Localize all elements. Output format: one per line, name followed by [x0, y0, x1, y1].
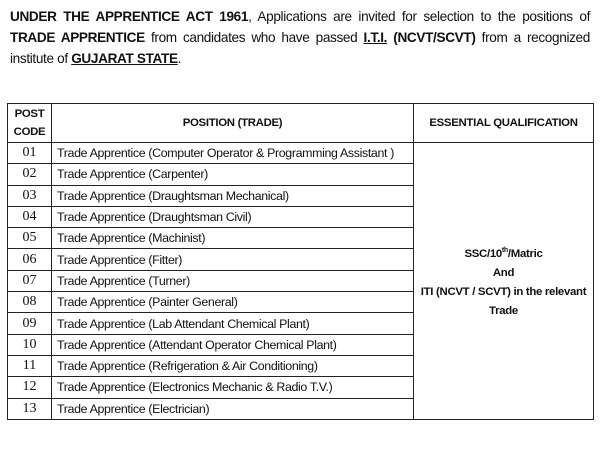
- position-trade: Trade Apprentice (Carpenter): [52, 164, 414, 185]
- iti-text: I.T.I.: [363, 30, 388, 45]
- position-trade: Trade Apprentice (Painter General): [52, 292, 414, 313]
- post-code: 03: [8, 185, 52, 206]
- position-trade: Trade Apprentice (Fitter): [52, 249, 414, 270]
- position-trade: Trade Apprentice (Lab Attendant Chemical Plant): [52, 313, 414, 334]
- post-code: 04: [8, 206, 52, 227]
- position-trade: Trade Apprentice (Computer Operator & Programming Assistant ): [52, 143, 414, 164]
- post-code: 11: [8, 355, 52, 376]
- positions-table: [7, 103, 594, 420]
- post-code: 10: [8, 334, 52, 355]
- position-trade: Trade Apprentice (Refrigeration & Air Conditioning): [52, 355, 414, 376]
- header-position: POSITION (TRADE): [52, 104, 414, 143]
- state-name: GUJARAT STATE: [71, 51, 178, 66]
- position-name: TRADE APPRENTICE: [10, 30, 145, 45]
- post-code: 05: [8, 228, 52, 249]
- position-trade: Trade Apprentice (Turner): [52, 270, 414, 291]
- position-trade: Trade Apprentice (Electronics Mechanic & Radio T.V.): [52, 377, 414, 398]
- post-code: 13: [8, 398, 52, 419]
- essential-qualification: SSC/10th/Matric And ITI (NCVT / SCVT) in the relevant Trade: [414, 143, 594, 420]
- header-qualification: ESSENTIAL QUALIFICATION: [414, 104, 594, 143]
- position-trade: Trade Apprentice (Machinist): [52, 228, 414, 249]
- header-post-code: POST CODE: [8, 104, 52, 143]
- position-trade: Trade Apprentice (Attendant Operator Chemical Plant): [52, 334, 414, 355]
- post-code: 07: [8, 270, 52, 291]
- position-trade: Trade Apprentice (Electrician): [52, 398, 414, 419]
- intro-paragraph: UNDER THE APPRENTICE ACT 1961, Applications are invited for selection to the positions of TRADE APPRENTICE from candidates who have passed I.T.I. (NCVT/SCVT) from a recognized institute of GUJARAT STATE.: [10, 9, 590, 66]
- ncvt-text: (NCVT/SCVT): [393, 30, 476, 45]
- post-code: 06: [8, 249, 52, 270]
- post-code: 01: [8, 143, 52, 164]
- post-code: 08: [8, 292, 52, 313]
- position-trade: Trade Apprentice (Draughtsman Civil): [52, 206, 414, 227]
- table-row: [8, 143, 594, 164]
- post-code: 09: [8, 313, 52, 334]
- table-header-row: [8, 104, 594, 143]
- post-code: 12: [8, 377, 52, 398]
- act-name: UNDER THE APPRENTICE ACT 1961: [10, 9, 249, 24]
- post-code: 02: [8, 164, 52, 185]
- position-trade: Trade Apprentice (Draughtsman Mechanical): [52, 185, 414, 206]
